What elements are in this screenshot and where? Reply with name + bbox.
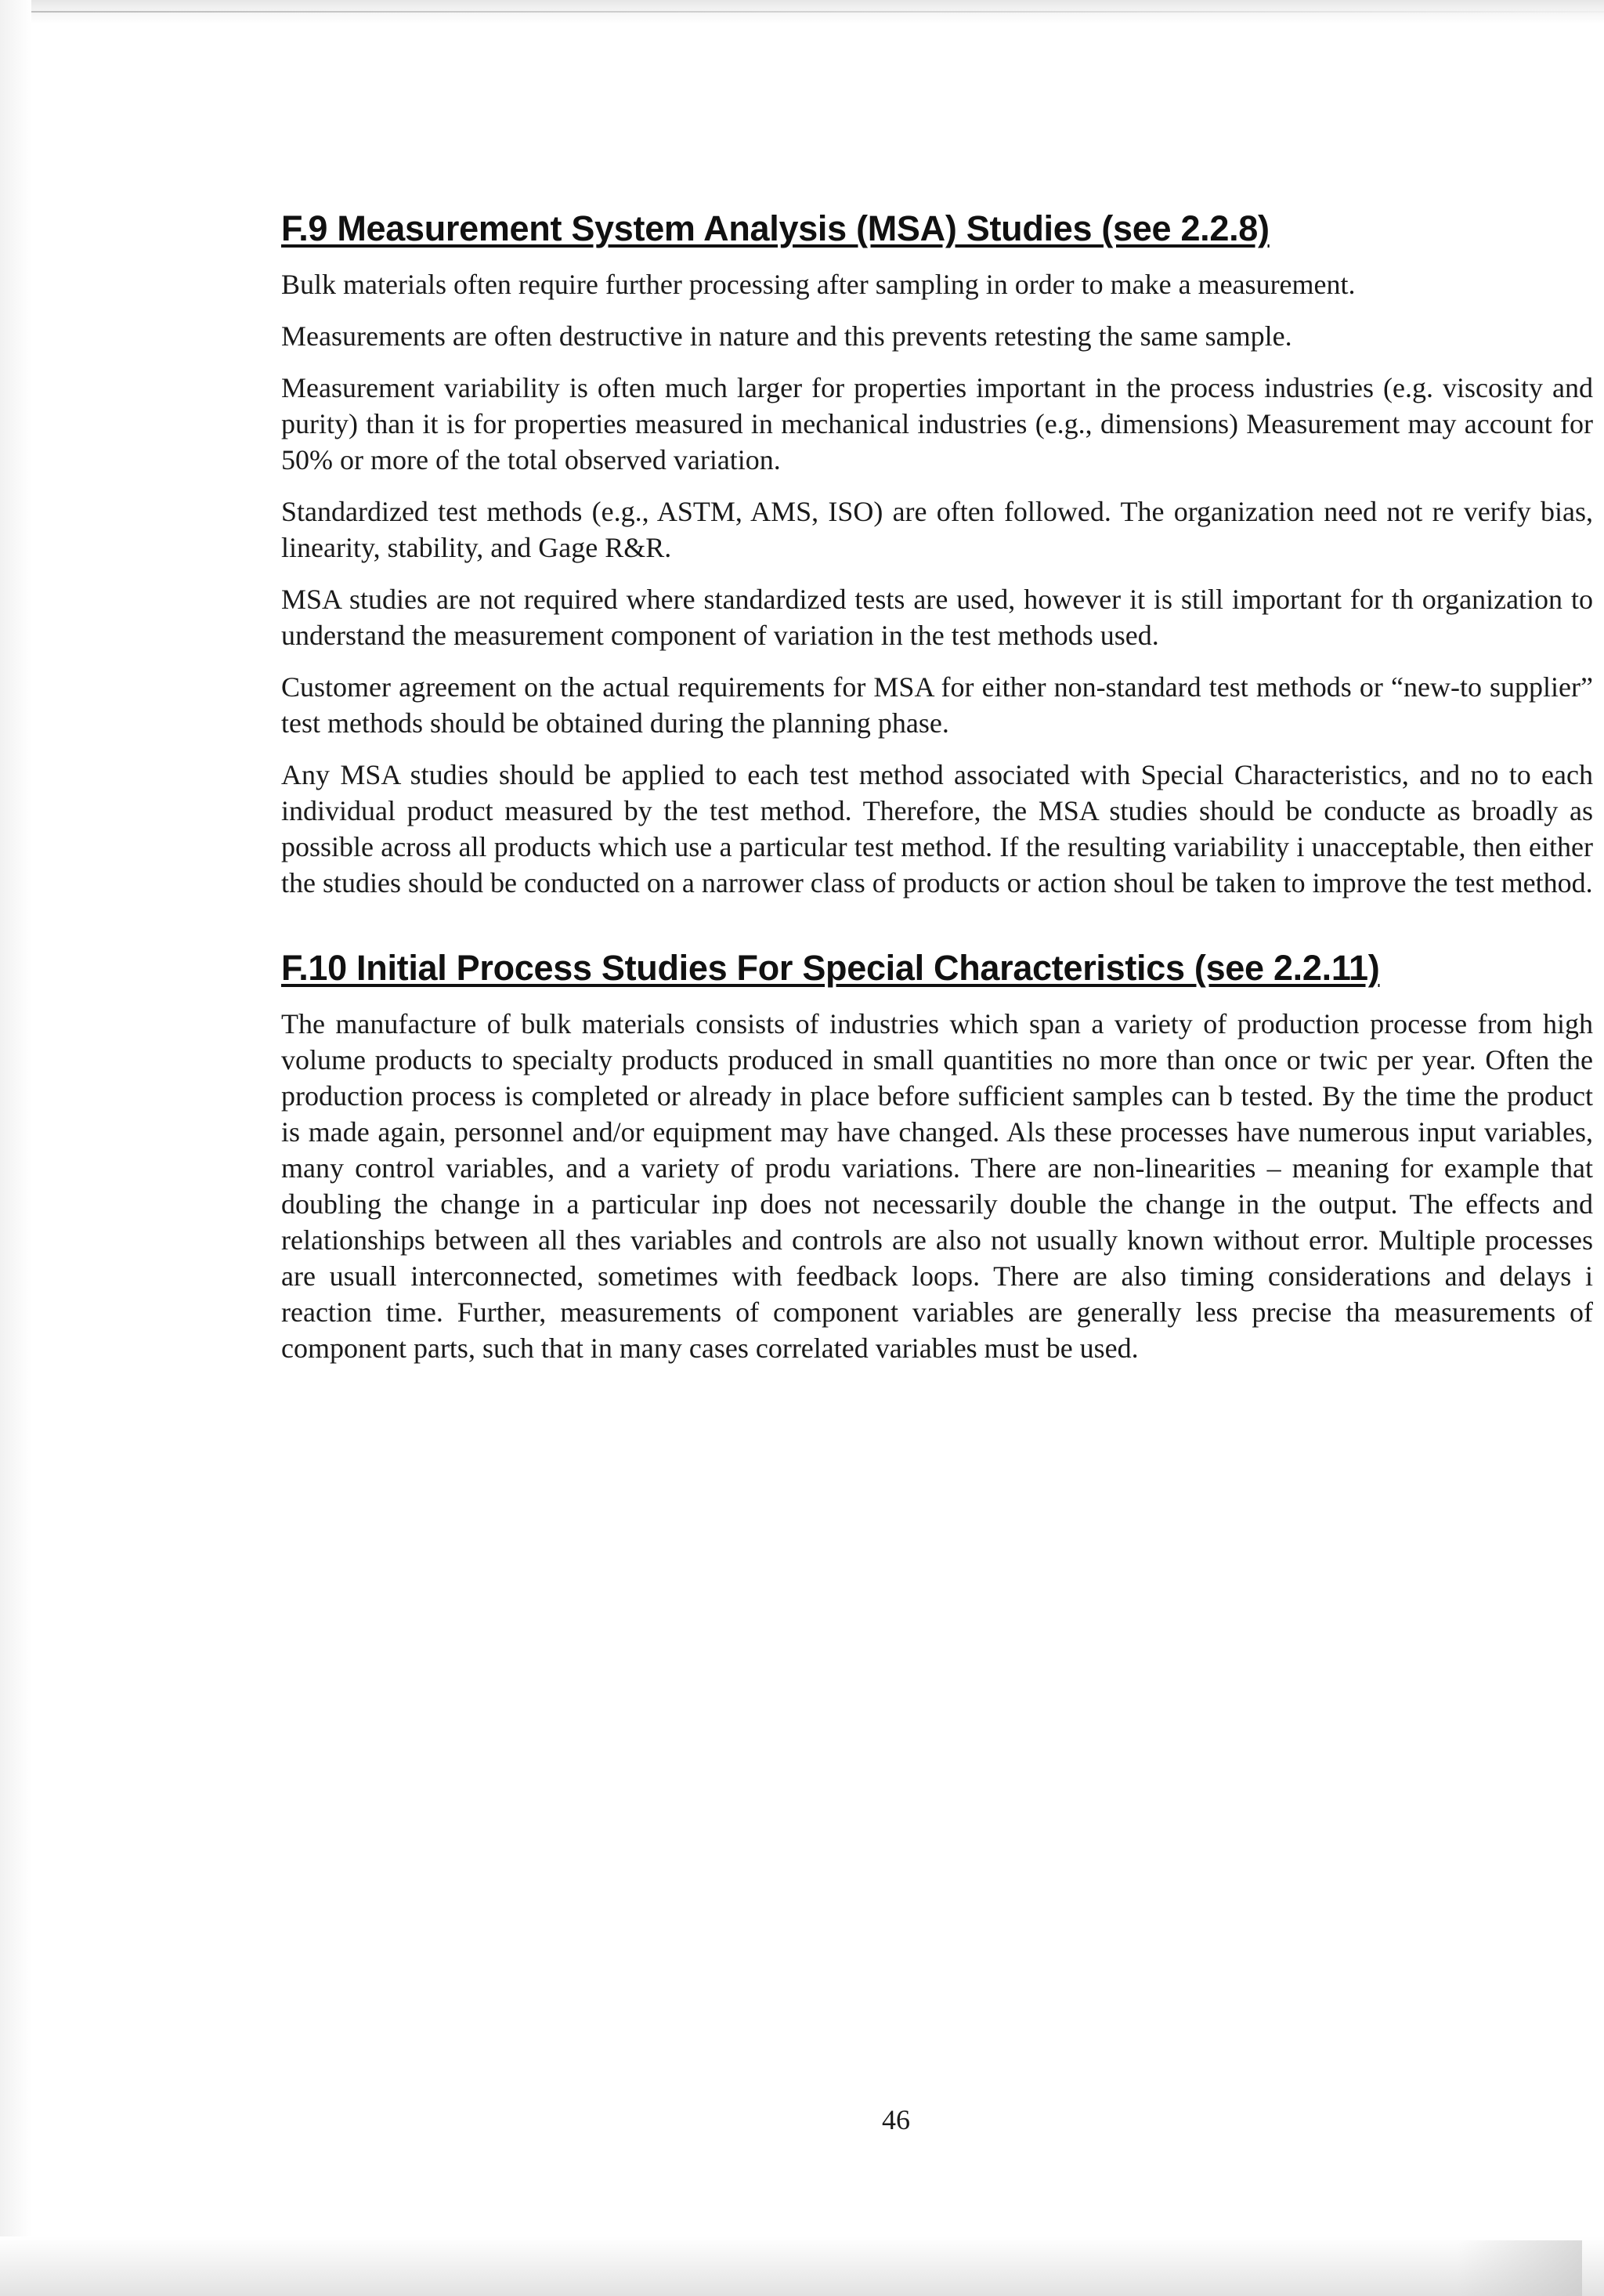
paragraph: Standardized test methods (e.g., ASTM, AMS, ISO) are often followed. The organization need not re verify bias, linearity, stability, and Gage R&R. xyxy=(281,496,1593,563)
paragraph: The manufacture of bulk materials consists of industries which span a variety of production processe from high volume products to specialty products produced in small quantities no more than once or twic per year. Often the production process is completed or already in place before sufficient samples can b tested. By the time the product is made again, personnel and/or equipment may have changed. Als these processes have numerous input variables, many control variables, and a variety of produ variations. There are non-linearities – meaning for example that doubling the change in a particular inp does not necessarily double the change in the output. The effects and relationships between all thes variables and controls are also not usually known without error. Multiple processes are usuall interconnected, sometimes with feedback loops. There are also timing considerations and delays i reaction time. Further, measurements of component variables are generally less precise tha measurements of component parts, such that in many cases correlated variables must be used. xyxy=(281,1008,1593,1364)
scan-left-edge xyxy=(0,0,31,2296)
section-heading-f9: F.9 Measurement System Analysis (MSA) Studies (see 2.2.8) xyxy=(281,208,1270,248)
scan-bottom-shadow xyxy=(1457,2240,1582,2296)
scan-top-line xyxy=(0,11,1604,13)
section-heading-f10: F.10 Initial Process Studies For Special Characteristics (see 2.2.11) xyxy=(281,948,1380,988)
paragraph: Customer agreement on the actual requirements for MSA for either non-standard test methods or “new-to supplier” test methods should be obtained during the planning phase. xyxy=(281,671,1593,739)
paragraph: Measurement variability is often much larger for properties important in the process industries (e.g. viscosity and purity) than it is for properties measured in mechanical industries (e.g., dimensions) Measurement may account for 50% or more of the total observed variation. xyxy=(281,372,1593,475)
scan-bottom-edge xyxy=(0,2236,1604,2296)
document-body xyxy=(281,207,1593,1382)
paragraph: Bulk materials often require further processing after sampling in order to make a measurement. xyxy=(281,269,1356,300)
paragraph: Any MSA studies should be applied to each test method associated with Special Characteristics, and no to each individual product measured by the test method. Therefore, the MSA studies should be conducte as broadly as possible across all products which use a particular test method. If the resulting variability i unacceptable, then either the studies should be conducted on a narrower class of products or action shoul be taken to improve the test method. xyxy=(281,759,1593,899)
paragraph: MSA studies are not required where standardized tests are used, however it is still important for th organization to understand the measurement component of variation in the test methods used. xyxy=(281,584,1593,651)
paragraph: Measurements are often destructive in nature and this prevents retesting the same sample. xyxy=(281,320,1292,352)
page-number: 46 xyxy=(882,2104,910,2135)
